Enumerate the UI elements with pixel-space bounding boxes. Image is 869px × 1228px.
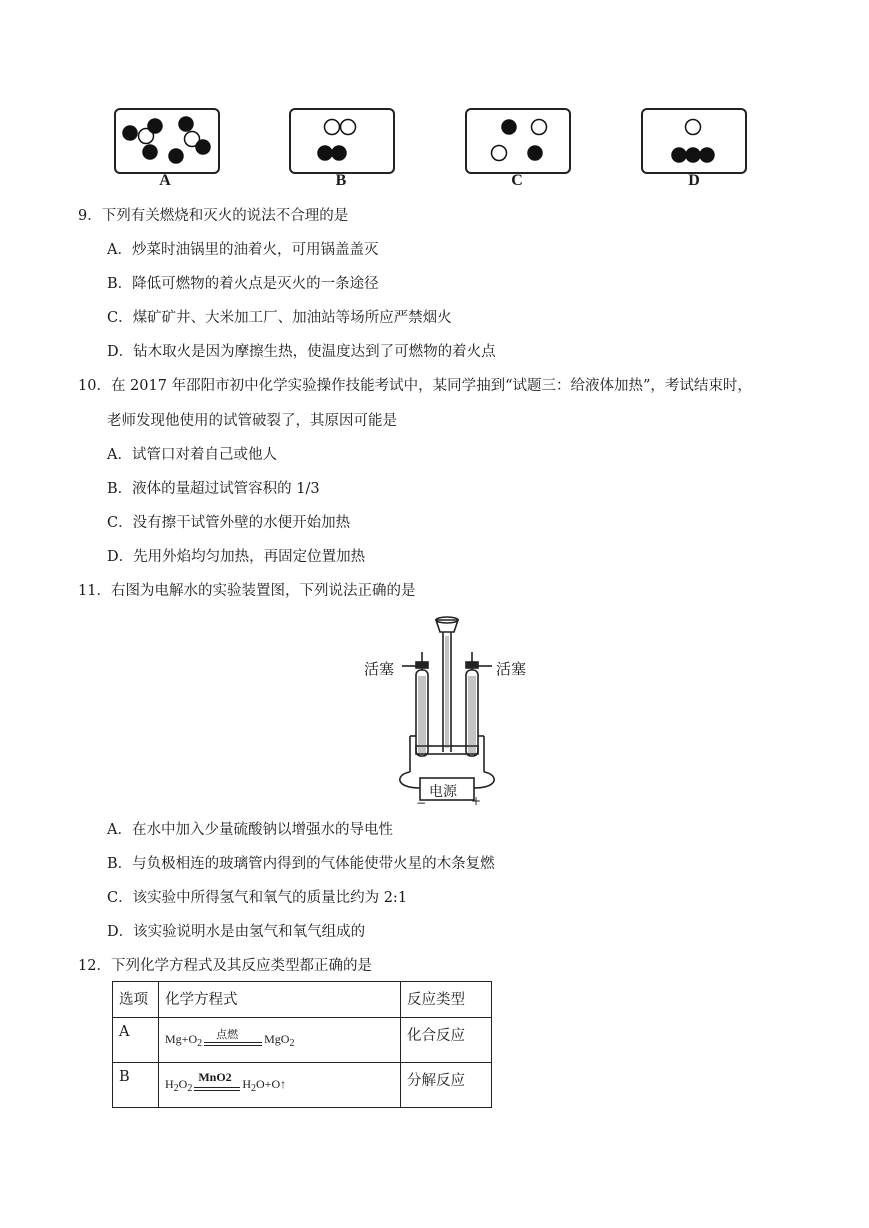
question-9-option-c: C．煤矿矿井、大米加工厂、加油站等场所应严禁烟火 — [107, 310, 452, 326]
molecule-box-a — [114, 108, 220, 174]
molecule-d-diagram — [643, 110, 745, 172]
header-equation: 化学方程式 — [159, 982, 401, 1018]
condition-b: MnO2 — [192, 1074, 242, 1096]
question-11-option-a: A．在水中加入少量硫酸钠以增强水的导电性 — [107, 822, 393, 838]
positive-terminal-label: + — [471, 794, 482, 808]
question-9-option-d: D．钻木取火是因为摩擦生热，使温度达到了可燃物的着火点 — [107, 344, 496, 360]
row-a-equation — [159, 1018, 401, 1063]
question-10-option-b: B．液体的量超过试管容积的 1/3 — [107, 481, 320, 497]
molecule-b-diagram — [291, 110, 393, 172]
question-11-option-c: C．该实验中所得氢气和氧气的质量比约为 2:1 — [107, 890, 408, 906]
molecule-a-diagram — [116, 110, 218, 172]
question-9-option-a: A．炒菜时油锅里的油着火，可用锅盖盖灭 — [107, 242, 379, 258]
molecule-label-c: C — [511, 172, 523, 189]
negative-terminal-label: − — [416, 796, 427, 810]
reaction-table — [112, 981, 492, 1108]
molecule-box-d — [641, 108, 747, 174]
question-12-stem: 12．下列化学方程式及其反应类型都正确的是 — [78, 958, 372, 974]
molecule-label-d: D — [688, 172, 700, 189]
stopcock-right-label: 活塞 — [496, 660, 527, 678]
molecule-label-a: A — [159, 172, 171, 189]
table-header-row — [113, 982, 492, 1018]
question-9-option-b: B．降低可燃物的着火点是灭火的一条途径 — [107, 276, 379, 292]
question-10-option-d: D．先用外焰均匀加热，再固定位置加热 — [107, 549, 366, 565]
row-a-reaction-type: 化合反应 — [401, 1018, 492, 1063]
question-11-stem: 11．右图为电解水的实验装置图，下列说法正确的是 — [78, 583, 416, 599]
equation-a: $Mg+O_2$ 点燃 MgO$_2$ — [165, 1029, 295, 1050]
electrolysis-apparatus-figure — [360, 612, 540, 808]
molecule-box-b — [289, 108, 395, 174]
question-10-option-c: C．没有擦干试管外壁的水便开始加热 — [107, 515, 351, 531]
table-row — [113, 1018, 492, 1063]
electrolysis-apparatus-drawing — [360, 612, 540, 808]
table-row — [113, 1063, 492, 1108]
question-10-option-a: A．试管口对着自己或他人 — [107, 447, 277, 463]
condition-a: 点燃 — [202, 1029, 264, 1051]
equation-b: $H_2O_2$ MnO2 $H_2O+O↑$ — [165, 1070, 287, 1095]
header-reaction-type: 反应类型 — [401, 982, 492, 1018]
question-10-stem-continued: 老师发现他使用的试管破裂了，其原因可能是 — [107, 413, 397, 429]
stopcock-left-label: 活塞 — [364, 660, 395, 678]
molecule-label-b: B — [335, 172, 347, 189]
question-9-stem: 9．下列有关燃烧和灭火的说法不合理的是 — [78, 208, 349, 224]
molecule-box-c — [465, 108, 571, 174]
question-11-option-d: D．该实验说明水是由氢气和氧气组成的 — [107, 924, 366, 940]
row-b-equation — [159, 1063, 401, 1108]
row-a-option: A — [113, 1018, 159, 1063]
question-11-option-b: B．与负极相连的玻璃管内得到的气体能使带火星的木条复燃 — [107, 856, 495, 872]
molecule-c-diagram — [467, 110, 569, 172]
row-b-option: B — [113, 1063, 159, 1108]
header-option: 选项 — [113, 982, 159, 1018]
question-10-stem: 10．在 2017 年邵阳市初中化学实验操作技能考试中，某同学抽到“试题三：给液体加热”，考试结束时， — [78, 378, 752, 394]
row-b-reaction-type: 分解反应 — [401, 1063, 492, 1108]
power-source-label: 电源 — [429, 784, 457, 800]
